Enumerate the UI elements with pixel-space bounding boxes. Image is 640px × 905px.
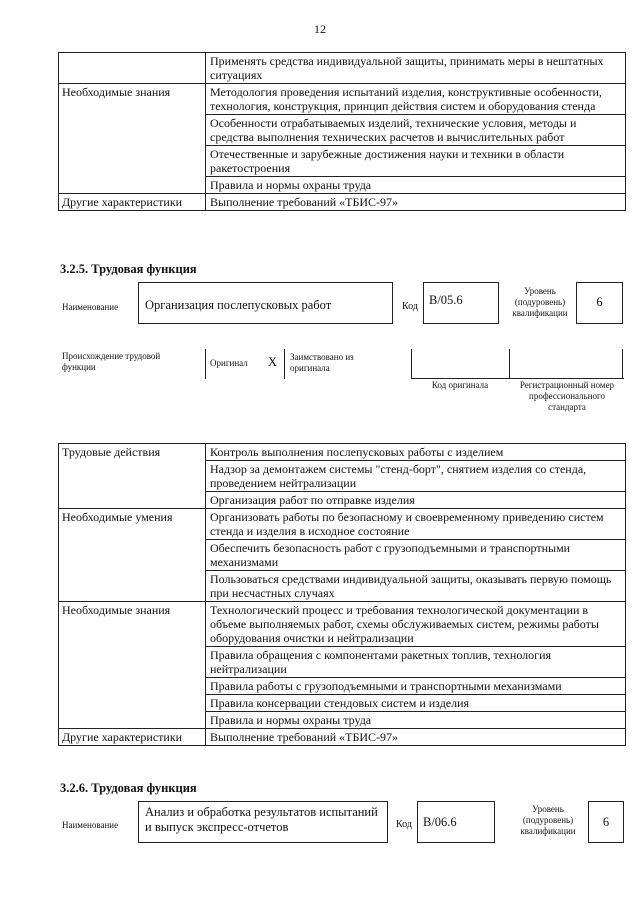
table-cell: Правила и нормы охраны труда [206, 712, 626, 729]
section-heading: 3.2.5. Трудовая функция [60, 262, 197, 276]
row-label: Необходимые знания [59, 602, 206, 729]
table-row [59, 602, 626, 647]
reg-number-label: Регистрационный номер профессионального стандарта [519, 380, 615, 412]
row-label [59, 53, 206, 84]
table-cell: Особенности отрабатываемых изделий, технические условия, методы и средства выполнения технических расчетов и вычислительных работ [206, 115, 626, 146]
table-cell: Правила обращения с компонентами ракетных топлив, технология нейтрализации [206, 647, 626, 678]
code-label: Код [402, 301, 418, 312]
section-heading: 3.2.6. Трудовая функция [60, 781, 197, 795]
table-cell: Пользоваться средствами индивидуальной защиты, оказывать первую помощь при несчастных случаях [206, 571, 626, 602]
table-row [59, 53, 626, 84]
function-name: Организация послепусковых работ [145, 298, 332, 312]
table-cell: Правила и нормы охраны труда [206, 177, 626, 194]
level-value: 6 [596, 295, 603, 309]
divider [284, 349, 285, 379]
table-row [59, 729, 626, 746]
function-requirements-table [58, 443, 626, 746]
table-row [59, 194, 626, 211]
level-label: Уровень (подуровень) квалификации [512, 286, 568, 318]
bottom-line [411, 378, 624, 379]
origin-label: Происхождение трудовой функции [62, 351, 161, 372]
origin-table [205, 349, 623, 379]
table-cell: Правила работы с грузоподъемными и транспортными механизмами [206, 678, 626, 695]
code-box [417, 801, 495, 843]
level-box [576, 282, 623, 324]
borrowed-label: Заимствовано из оригинала [290, 352, 354, 373]
divider [509, 349, 510, 379]
table-cell: Технологический процесс и требования технологической документации в объеме выполняемых работ, схемы обслуживаемых систем, режимы работы оборудования очистки и нейтрализации [206, 602, 626, 647]
table-cell: Организовать работы по безопасному и своевременному приведению систем стенда и изделия в исходное состояние [206, 509, 626, 540]
table-row [59, 84, 626, 115]
table-cell: Правила консервации стендовых систем и изделия [206, 695, 626, 712]
level-value: 6 [602, 815, 610, 829]
table-cell: Надзор за демонтажем системы "стенд-борт", снятием изделия со стенда, проведением нейтрализации [206, 461, 626, 492]
table-cell: Обеспечить безопасность работ с грузоподъемными и транспортными механизмами [206, 540, 626, 571]
code-original-label: Код оригинала [431, 380, 489, 390]
original-mark: X [268, 355, 278, 369]
row-label: Другие характеристики [59, 194, 206, 211]
name-label: Наименование [62, 302, 119, 312]
name-label: Наименование [62, 820, 119, 830]
code-box [423, 282, 499, 324]
level-label: Уровень (подуровень) квалификации [520, 804, 576, 836]
level-box [588, 801, 624, 843]
code-value: B/06.6 [423, 815, 457, 829]
row-label: Необходимые знания [59, 84, 206, 194]
table-cell: Применять средства индивидуальной защиты, принимать меры в нештатных ситуациях [206, 53, 626, 84]
table-cell: Контроль выполнения послепусковых работы с изделием [206, 444, 626, 461]
divider [411, 349, 412, 379]
function-name-box [138, 282, 393, 324]
row-label: Трудовые действия [59, 444, 206, 509]
function-name: Анализ и обработка результатов испытаний и выпуск экспресс-отчетов [145, 805, 378, 834]
code-label: Код [396, 819, 412, 830]
row-label: Необходимые умения [59, 509, 206, 602]
original-label: Оригинал [210, 358, 248, 368]
table-row [59, 509, 626, 540]
table-cell: Организация работ по отправке изделия [206, 492, 626, 509]
code-value: B/05.6 [429, 293, 463, 307]
table-cell: Методология проведения испытаний изделия, конструктивные особенности, технология, конструкция, принцип действия систем и оборудования стенда [206, 84, 626, 115]
table-cell: Выполнение требований «ТБИС-97» [206, 194, 626, 211]
table-cell: Отечественные и зарубежные достижения науки и техники в области ракетостроения [206, 146, 626, 177]
table-cell: Выполнение требований «ТБИС-97» [206, 729, 626, 746]
row-label: Другие характеристики [59, 729, 206, 746]
page-number: 12 [314, 22, 326, 36]
function-name-box [138, 801, 388, 843]
table-row [59, 444, 626, 461]
top-requirements-table [58, 52, 626, 211]
